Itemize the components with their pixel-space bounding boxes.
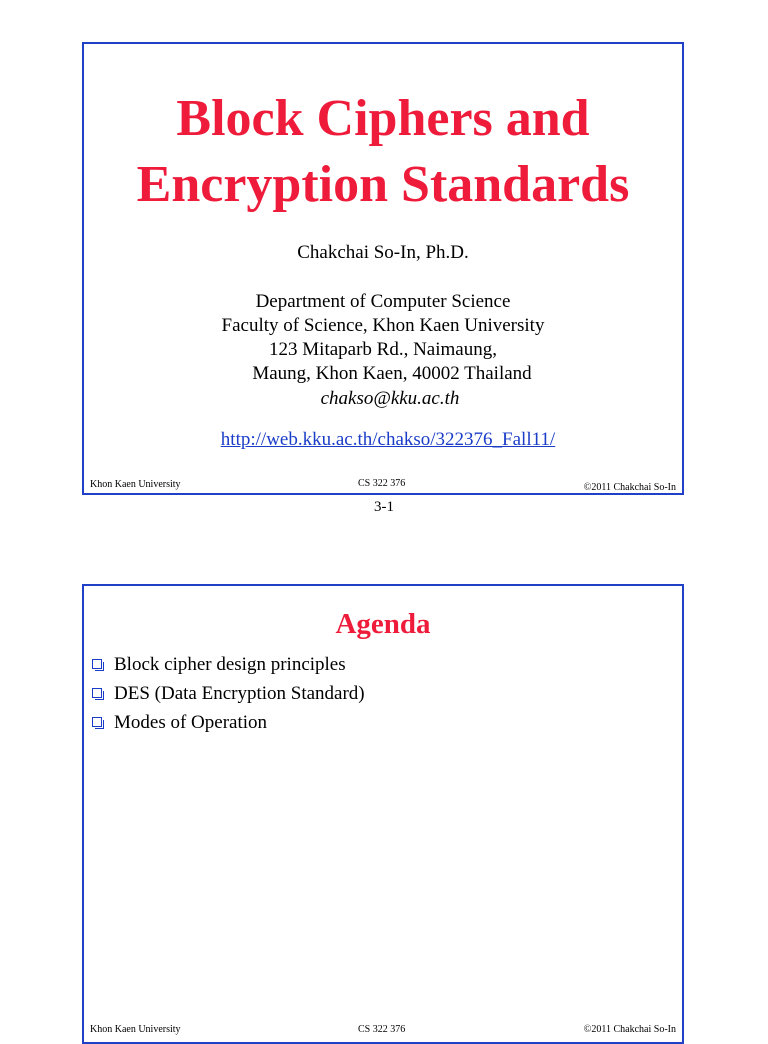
list-item-label: Block cipher design principles (114, 654, 346, 675)
agenda-slide (82, 584, 684, 1044)
footer-university: Khon Kaen University (90, 479, 181, 490)
affiliation-street: 123 Mitaparb Rd., Naimaung, (269, 339, 497, 360)
list-item (92, 708, 365, 737)
slide-title-line-2: Encryption Standards (136, 156, 630, 213)
author-name: Chakchai So-In, Ph.D. (297, 242, 469, 263)
footer-course-code: CS 322 376 (358, 478, 406, 489)
author-email: chakso@kku.ac.th (320, 388, 460, 409)
agenda-list (92, 650, 365, 737)
footer-copyright: ©2011 Chakchai So-In (583, 1024, 676, 1035)
affiliation-department: Department of Computer Science (255, 291, 511, 312)
list-item (92, 679, 365, 708)
affiliation-block (84, 290, 682, 386)
slide-footer (90, 476, 676, 492)
course-url-link[interactable]: http://web.kku.ac.th/chakso/322376_Fall11/ (220, 429, 556, 450)
slide-number: 3-1 (374, 499, 394, 515)
affiliation-city: Maung, Khon Kaen, 40002 Thailand (252, 363, 532, 384)
list-item-label: DES (Data Encryption Standard) (114, 683, 365, 704)
footer-copyright: ©2011 Chakchai So-In (583, 482, 676, 493)
footer-course-code: CS 322 376 (358, 1024, 406, 1035)
square-bullet-icon (92, 659, 102, 669)
agenda-title: Agenda (335, 608, 431, 640)
list-item (92, 650, 365, 679)
slide-title-line-1: Block Ciphers and (176, 90, 590, 147)
square-bullet-icon (92, 717, 102, 727)
list-item-label: Modes of Operation (114, 712, 268, 733)
slide-footer (90, 1024, 676, 1040)
title-slide (82, 42, 684, 495)
affiliation-faculty: Faculty of Science, Khon Kaen University (221, 315, 545, 336)
square-bullet-icon (92, 688, 102, 698)
footer-university: Khon Kaen University (90, 1024, 181, 1035)
slide-title (84, 86, 682, 218)
